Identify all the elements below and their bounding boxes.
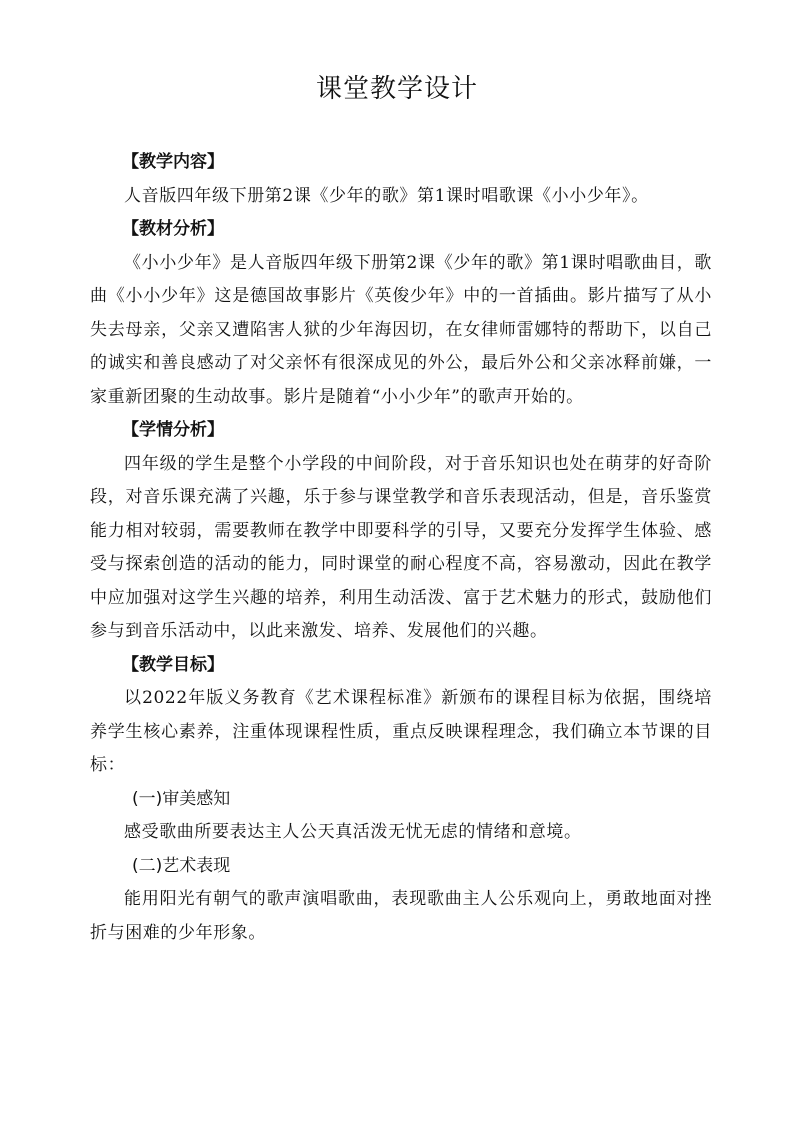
goal-item-text: 感受歌曲所要表达主人公天真活泼无忧无虑的情绪和意境。 [124, 822, 582, 842]
document-body [90, 146, 712, 950]
section-heading-teaching-content: 【教学内容】 [122, 152, 224, 172]
goal-item-text: 能用阳光有朝气的歌声演唱歌曲，表现歌曲主人公乐观向上，勇敢地面对挫折与困难的少年形象。 [90, 889, 712, 943]
teaching-content-paragraph: 人音版四年级下册第2课《少年的歌》第1课时唱歌课《小小少年》。 [124, 185, 649, 206]
learner-analysis-paragraph: 四年级的学生是整个小学段的中间阶段，对于音乐知识也处在萌芽的好奇阶段，对音乐课充满了兴趣，乐于参与课堂教学和音乐表现活动，但是，音乐鉴赏能力相对较弱，需要教师在教学中即要科学的引导，又要充分发挥学生体验、感受与探索创造的活动的能力，同时课堂的耐心程度不高，容易激动，因此在教学中应加强对这学生兴趣的培养，利用生动活泼、富于艺术魅力的形式，鼓励他们参与到音乐活动中，以此来激发、培养、发展他们的兴趣。 [90, 453, 712, 641]
document-title: 课堂教学设计 [315, 74, 478, 104]
section-heading-learner-analysis: 【学情分析】 [122, 420, 224, 440]
section-heading-teaching-goals: 【教学目标】 [122, 654, 224, 675]
goal-item-label: (一)审美感知 [132, 788, 231, 809]
material-analysis-paragraph: 《小小少年》是人音版四年级下册第2课《少年的歌》第1课时唱歌曲目，歌曲《小小少年》这是德国故事影片《英俊少年》中的一首插曲。影片描写了从小失去母亲，父亲又遭陷害人狱的少年海因切，在女律师雷娜特的帮助下，以自己的诚实和善良感动了对父亲怀有很深成见的外公，最后外公和父亲冰释前嫌，一家重新团聚的生动故事。影片是随着“小小少年”的歌声开始的。 [90, 252, 712, 407]
goal-item-label: (二)艺术表现 [132, 855, 231, 876]
teaching-goals-intro-paragraph: 以2022年版义务教育《艺术课程标准》新颁布的课程目标为依据，围绕培养学生核心素养，注重体现课程性质，重点反映课程理念，我们确立本节课的目标： [90, 688, 712, 775]
section-heading-material-analysis: 【教材分析】 [122, 219, 224, 239]
